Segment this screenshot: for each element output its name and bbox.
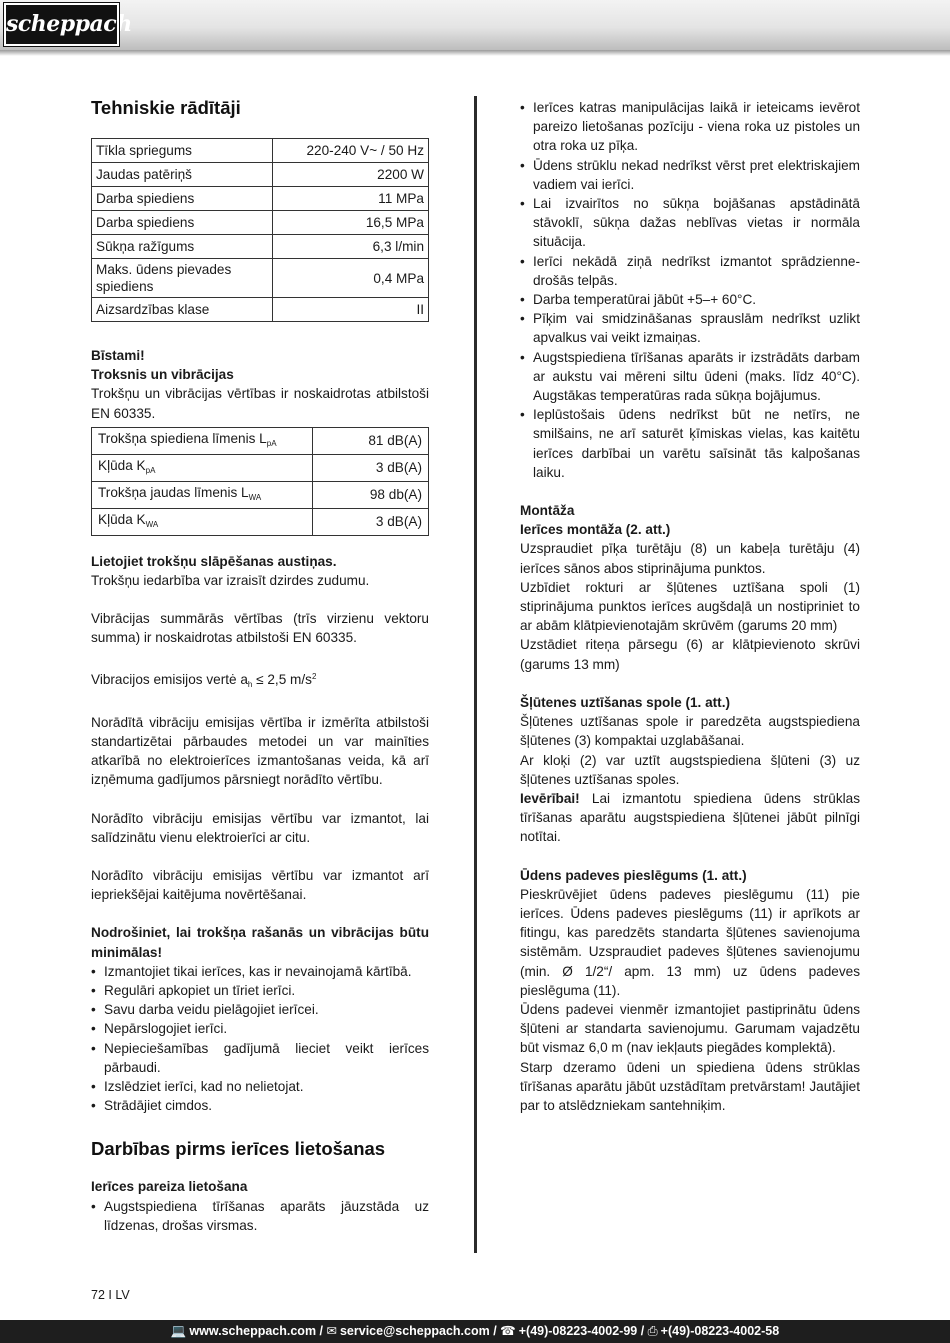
spec-value: 220-240 V~ / 50 Hz [273, 139, 429, 163]
correct-use-heading: Ierīces pareiza lietošana [91, 1179, 248, 1195]
vibration-para-2: Norādīto vibrāciju emisijas vērtību var izmantot, lai salīdzinātu vienu elektroierīci ar citu. [91, 810, 429, 845]
table-row [92, 259, 429, 298]
noise-label-sub: WA [248, 492, 262, 502]
vib-emission-label: Vibracijos emisijos vertė a [91, 671, 248, 687]
list-item: • Regulāri apkopiet un tīriet ierīci. [91, 981, 429, 1000]
header-shadow [0, 50, 950, 56]
spec-value: 16,5 MPa [273, 211, 429, 235]
footer-email[interactable]: service@scheppach.com [339, 1324, 490, 1338]
noise-label [92, 481, 313, 508]
spec-label: Tīkla spriegums [92, 139, 273, 163]
table-row [92, 187, 429, 211]
list-item: • Savu darba veidu pielāgojiet ierīcei. [91, 1000, 429, 1019]
mount-heading: Montāža [520, 503, 575, 519]
noise-value: 3 dB(A) [313, 454, 429, 481]
spec-label: Jaudas patēriņš [92, 163, 273, 187]
noise-label-sub: WA [145, 519, 159, 529]
section-title-technical-data: Tehniskie rādītāji [91, 97, 241, 118]
water-para-3: Starp dzeramo ūdeni un spiediena ūdens strūklas tīrīšanas aparātu jābūt uzstādītam pretvārstam! Jautājiet par to atslēdzniekam santehniķim. [520, 1059, 860, 1113]
safety-list [520, 98, 860, 482]
mount-para-3: Uzstādiet riteņa pārsegu (6) ar klātpievienoto skrūvi (garums 13 mm) [520, 637, 860, 672]
spec-label: Maks. ūdens pievades spiediens [92, 259, 273, 298]
table-row [92, 427, 429, 454]
list-item: • Nepārslogojiet ierīci. [91, 1019, 429, 1038]
section-title-before-use: Darbības pirms ierīces lietošanas [91, 1138, 386, 1160]
footer-phone: +(49)-08223-4002-99 [518, 1324, 638, 1338]
list-item: • Izslēdziet ierīci, kad no nelietojat. [91, 1077, 429, 1096]
list-item: • Izmantojiet tikai ierīces, kas ir nevainojamā kārtībā. [91, 962, 429, 981]
vibration-sum-text: Vibrācijas summārās vērtības (trīs virzienu vektoru summa) ir noskaidrotas atbilstoši EN 60335. [91, 611, 429, 646]
table-row [92, 139, 429, 163]
noise-label-text: Kļūda K [98, 511, 146, 527]
hose-note [520, 789, 860, 847]
footer-separator: / [316, 1324, 327, 1338]
minimize-list [91, 962, 429, 1116]
footer-separator: / [489, 1324, 501, 1338]
list-item: • Strādājiet cimdos. [91, 1096, 429, 1115]
noise-label [92, 427, 313, 454]
mount-para-1: Uzspraudiet pīķa turētāju (8) un kabeļa turētāju (4) ierīces sānos abos stiprinājuma punktos. [520, 541, 860, 576]
ear-protection-heading: Lietojiet trokšņu slāpēšanas austiņas. [91, 553, 337, 569]
list-item: • Lai izvairītos no sūkņa bojāšanas apstādinātā stāvoklī, sūkņa dažas neblīvas vietas ir normāla situācija. [520, 194, 860, 252]
mount-para-2: Uzbīdiet rokturi ar šļūtenes uztīšana spoli (1) stiprinājuma punktos ierīces augšdaļā un nostipriniet to ar abām klātpievienotajām skrūvēm (garums 20 mm) [520, 579, 860, 634]
danger-label: Bīstami! [91, 348, 145, 363]
water-para-1: Pieskrūvējiet ūdens padeves pieslēgumu (11) pie ierīces. Ūdens padeves pieslēgums (11) ir aprīkots ar fitingu, kas paredzēts standarta šļūtenes savienojuma sistēmām. Uzspraudiet padeves šļūtenes savienojumu (min. Ø 1/2“/ apm. 13 mm) uz ūdens padeves pieslēguma (11). [520, 886, 860, 998]
noise-label-text: Trokšņa jaudas līmenis L [98, 484, 249, 500]
list-item: • Augstspiediena tīrīšanas aparāts jāuzstāda uz līdzenas, drošas virsmas. [91, 1197, 429, 1235]
spec-label: Darba spiediens [92, 187, 273, 211]
spec-value: 2200 W [273, 163, 429, 187]
noise-table [91, 427, 429, 536]
ear-protection-text: Trokšņu iedarbība var izraisīt dzirdes zudumu. [91, 573, 370, 589]
table-row [92, 298, 429, 322]
footer-website[interactable]: www.scheppach.com [189, 1324, 317, 1338]
mount-subheading: Ierīces montāža (2. att.) [520, 522, 671, 538]
table-row [92, 481, 429, 508]
right-column [520, 98, 860, 1115]
vibration-para-1: Norādītā vibrāciju emisijas vērtība ir izmērīta atbilstoši standartizētai pārbaudes metodei un var mainīties atkarībā no elektroierīces izmantošanas veida, kā arī izņēmuma gadījumos pārsniegt norādīto vērtību. [91, 714, 429, 788]
water-para-2: Ūdens padevei vienmēr izmantojiet pastiprinātu ūdens šļūteni ar standarta savienojumu. Garumam vajadzētu būt vismaz 6,0 m (nav iekļauts piegādes komplektā). [520, 1001, 860, 1056]
spec-table [91, 138, 429, 322]
phone-icon: ☎ [500, 1324, 516, 1338]
computer-icon: 💻 [170, 1324, 187, 1338]
footer-separator: / [637, 1324, 648, 1338]
noise-value: 98 db(A) [313, 481, 429, 508]
water-connection-heading: Ūdens padeves pieslēgums (1. att.) [520, 867, 747, 883]
hose-para-1: Šļūtenes uztīšanas spole ir paredzēta augstspiediena šļūtenes (3) kompaktai uzglabāšanai. [520, 714, 860, 749]
table-row [92, 163, 429, 187]
page-footer [0, 1320, 950, 1343]
vib-emission-sup: 2 [311, 671, 317, 681]
list-item: • Nepieciešamības gadījumā lieciet veikt ierīces pārbaudi. [91, 1039, 429, 1077]
noise-label-sub: pA [145, 465, 156, 475]
noise-value: 3 dB(A) [313, 508, 429, 535]
noise-heading: Troksnis un vibrācijas [91, 367, 234, 383]
noise-label-text: Kļūda K [98, 457, 146, 473]
hose-para-2: Ar kloķi (2) var uztīt augstspiediena šļūteni (3) uz šļūtenes uztīšanas spoles. [520, 752, 860, 787]
spec-value: 11 MPa [273, 187, 429, 211]
spec-value: II [273, 298, 429, 322]
fax-icon: ⎙ [647, 1324, 658, 1338]
spec-value: 6,3 l/min [273, 235, 429, 259]
vib-emission-value: ≤ 2,5 m/s [252, 671, 312, 687]
correct-use-list [91, 1197, 429, 1235]
table-row [92, 211, 429, 235]
page-header [0, 0, 950, 50]
hose-reel-heading: Šļūtenes uztīšanas spole (1. att.) [520, 694, 730, 710]
column-divider [474, 96, 477, 1253]
list-item: • Ierīces katras manipulācijas laikā ir ieteicams ievērot pareizo lietošanas pozīciju - viena roka uz pistoles un otra roka uz pīķa. [520, 98, 860, 156]
left-column [91, 96, 429, 1235]
email-icon: ✉ [326, 1324, 337, 1338]
list-item: • Ūdens strūklu nekad nedrīkst vērst pret elektriskajiem vadiem vai ierīci. [520, 156, 860, 194]
list-item: • Darba temperatūrai jābūt +5–+ 60°C. [520, 290, 860, 309]
list-item: • Ierīci nekādā ziņā nedrīkst izmantot sprādzienne-drošās telpās. [520, 252, 860, 290]
page-number: 72 I LV [91, 1288, 130, 1302]
noise-label-text: Trokšņa spiediena līmenis L [98, 430, 267, 446]
hose-note-label: Ievērībai! [520, 790, 580, 806]
spec-value: 0,4 MPa [273, 259, 429, 298]
noise-value: 81 dB(A) [313, 427, 429, 454]
footer-fax: +(49)-08223-4002-58 [660, 1324, 780, 1338]
vibration-emission-value [91, 667, 429, 694]
spec-label: Aizsardzības klase [92, 298, 273, 322]
vibration-para-3: Norādīto vibrāciju emisijas vērtību var izmantot arī iepriekšējai kaitējuma novērtēšanai. [91, 868, 429, 903]
noise-label [92, 454, 313, 481]
table-row [92, 235, 429, 259]
table-row [92, 508, 429, 535]
noise-intro: Trokšņu un vibrācijas vērtības ir noskaidrotas atbilstoši EN 60335. [91, 386, 429, 421]
noise-label-sub: pA [266, 438, 277, 448]
spec-label: Darba spiediens [92, 211, 273, 235]
vib-emission-sub: h [247, 679, 253, 689]
spec-label: Sūkņa ražīgums [92, 235, 273, 259]
list-item: • Ieplūstošais ūdens nedrīkst būt ne netīrs, ne smilšains, ne arī saturēt ķīmiskas vielas, kas kaitētu ierīces darbībai un varētu saīsināt tās kalpošanas laiku. [520, 405, 860, 482]
list-item: • Augstspiediena tīrīšanas aparāts ir izstrādāts darbam ar aukstu vai mēreni siltu ūdeni (maks. līdz 40°C). Augstākas temperatūras rada sūkņa bojājumus. [520, 348, 860, 406]
table-row [92, 454, 429, 481]
hose-note-text: Lai izmantotu spiediena ūdens strūklas tīrīšanas aparātu augstspiediena šļūtenei jābūt pilnīgi notītai. [520, 790, 860, 845]
minimize-heading: Nodrošiniet, lai trokšņa rašanās un vibrācijas būtu minimālas! [91, 925, 429, 960]
scheppach-logo: scheppach [4, 3, 119, 46]
list-item: • Pīķim vai smidzināšanas sprauslām nedrīkst uzlikt apvalkus vai veikt izmaiņas. [520, 309, 860, 347]
noise-label [92, 508, 313, 535]
